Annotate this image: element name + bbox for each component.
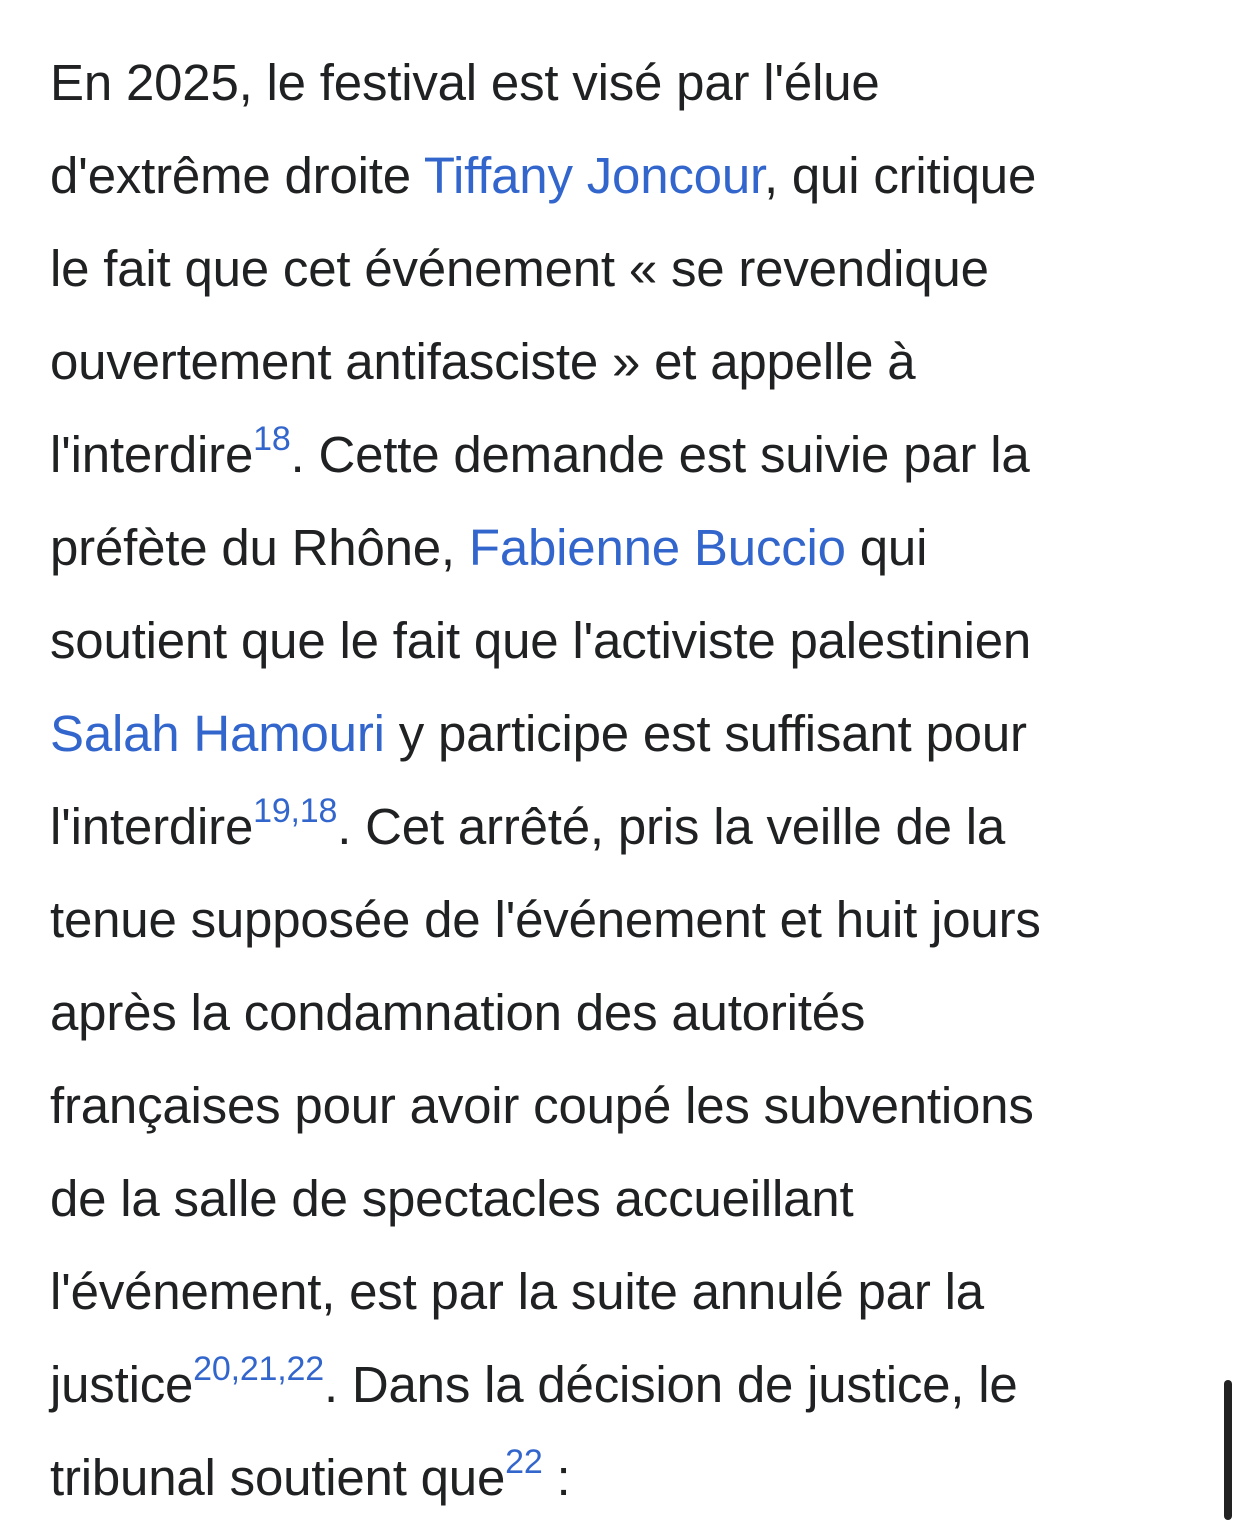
link-tiffany-joncour[interactable]: Tiffany Joncour	[423, 147, 764, 204]
text: y participe est suffisant pour	[384, 705, 1027, 762]
text: . Cette demande est suivie par la	[290, 426, 1030, 483]
text-line	[50, 222, 1200, 315]
reference-superscript	[505, 1443, 542, 1481]
link-salah-hamouri[interactable]: Salah Hamouri	[50, 705, 385, 762]
text-line	[50, 594, 1200, 687]
reference-superscript	[253, 792, 337, 830]
text-line	[50, 1245, 1200, 1338]
text: justice	[50, 1356, 194, 1413]
reference-link-22[interactable]: 22	[286, 1350, 324, 1388]
text: l'interdire	[50, 798, 254, 855]
text-line	[50, 1431, 1200, 1524]
text: . Dans la décision de justice, le	[323, 1356, 1018, 1413]
text: d'extrême droite	[50, 147, 424, 204]
text-line	[50, 315, 1200, 408]
text-line	[50, 1059, 1200, 1152]
text-line	[50, 780, 1200, 873]
reference-link-18[interactable]: 18	[253, 420, 291, 458]
text-line	[50, 36, 1200, 129]
text-line	[50, 408, 1200, 501]
text-line	[50, 966, 1200, 1059]
text-line	[50, 501, 1200, 594]
text-line	[50, 129, 1200, 222]
text: En 2025, le festival est visé par l'élue	[50, 54, 880, 111]
text: tenue supposée de l'événement et huit jours	[50, 891, 1041, 948]
link-fabienne-buccio[interactable]: Fabienne Buccio	[468, 519, 846, 576]
text: après la condamnation des autorités	[50, 984, 866, 1041]
text: françaises pour avoir coupé les subventions	[50, 1077, 1034, 1134]
text: l'événement, est par la suite annulé par la	[50, 1263, 984, 1320]
text-line	[50, 1338, 1200, 1431]
text: :	[542, 1449, 571, 1506]
reference-link-19[interactable]: 19	[253, 792, 291, 830]
text-line	[50, 687, 1200, 780]
reference-separator: ,	[230, 1350, 240, 1388]
text: . Cet arrêté, pris la veille de la	[337, 798, 1006, 855]
article-paragraph	[50, 36, 1200, 1524]
reference-link-18[interactable]: 18	[299, 792, 338, 830]
reference-superscript	[253, 420, 290, 458]
text-line	[50, 873, 1200, 966]
text: de la salle de spectacles accueillant	[50, 1170, 854, 1227]
text: tribunal soutient que	[50, 1449, 506, 1506]
reference-separator: ,	[277, 1350, 287, 1388]
reference-superscript	[193, 1350, 324, 1388]
reference-link-22[interactable]: 22	[505, 1443, 543, 1481]
text: préfète du Rhône,	[50, 519, 469, 576]
text: l'interdire	[50, 426, 254, 483]
text: , qui critique	[763, 147, 1037, 204]
scrollbar-thumb[interactable]	[1224, 1380, 1232, 1520]
text-line	[50, 1152, 1200, 1245]
text: le fait que cet événement « se revendique	[50, 240, 989, 297]
reference-link-20[interactable]: 20	[193, 1350, 231, 1388]
text: qui	[845, 519, 928, 576]
reference-link-21[interactable]: 21	[239, 1350, 278, 1388]
reference-separator: ,	[290, 792, 300, 830]
text: ouvertement antifasciste » et appelle à	[50, 333, 916, 390]
text: soutient que le fait que l'activiste palestinien	[50, 612, 1032, 669]
